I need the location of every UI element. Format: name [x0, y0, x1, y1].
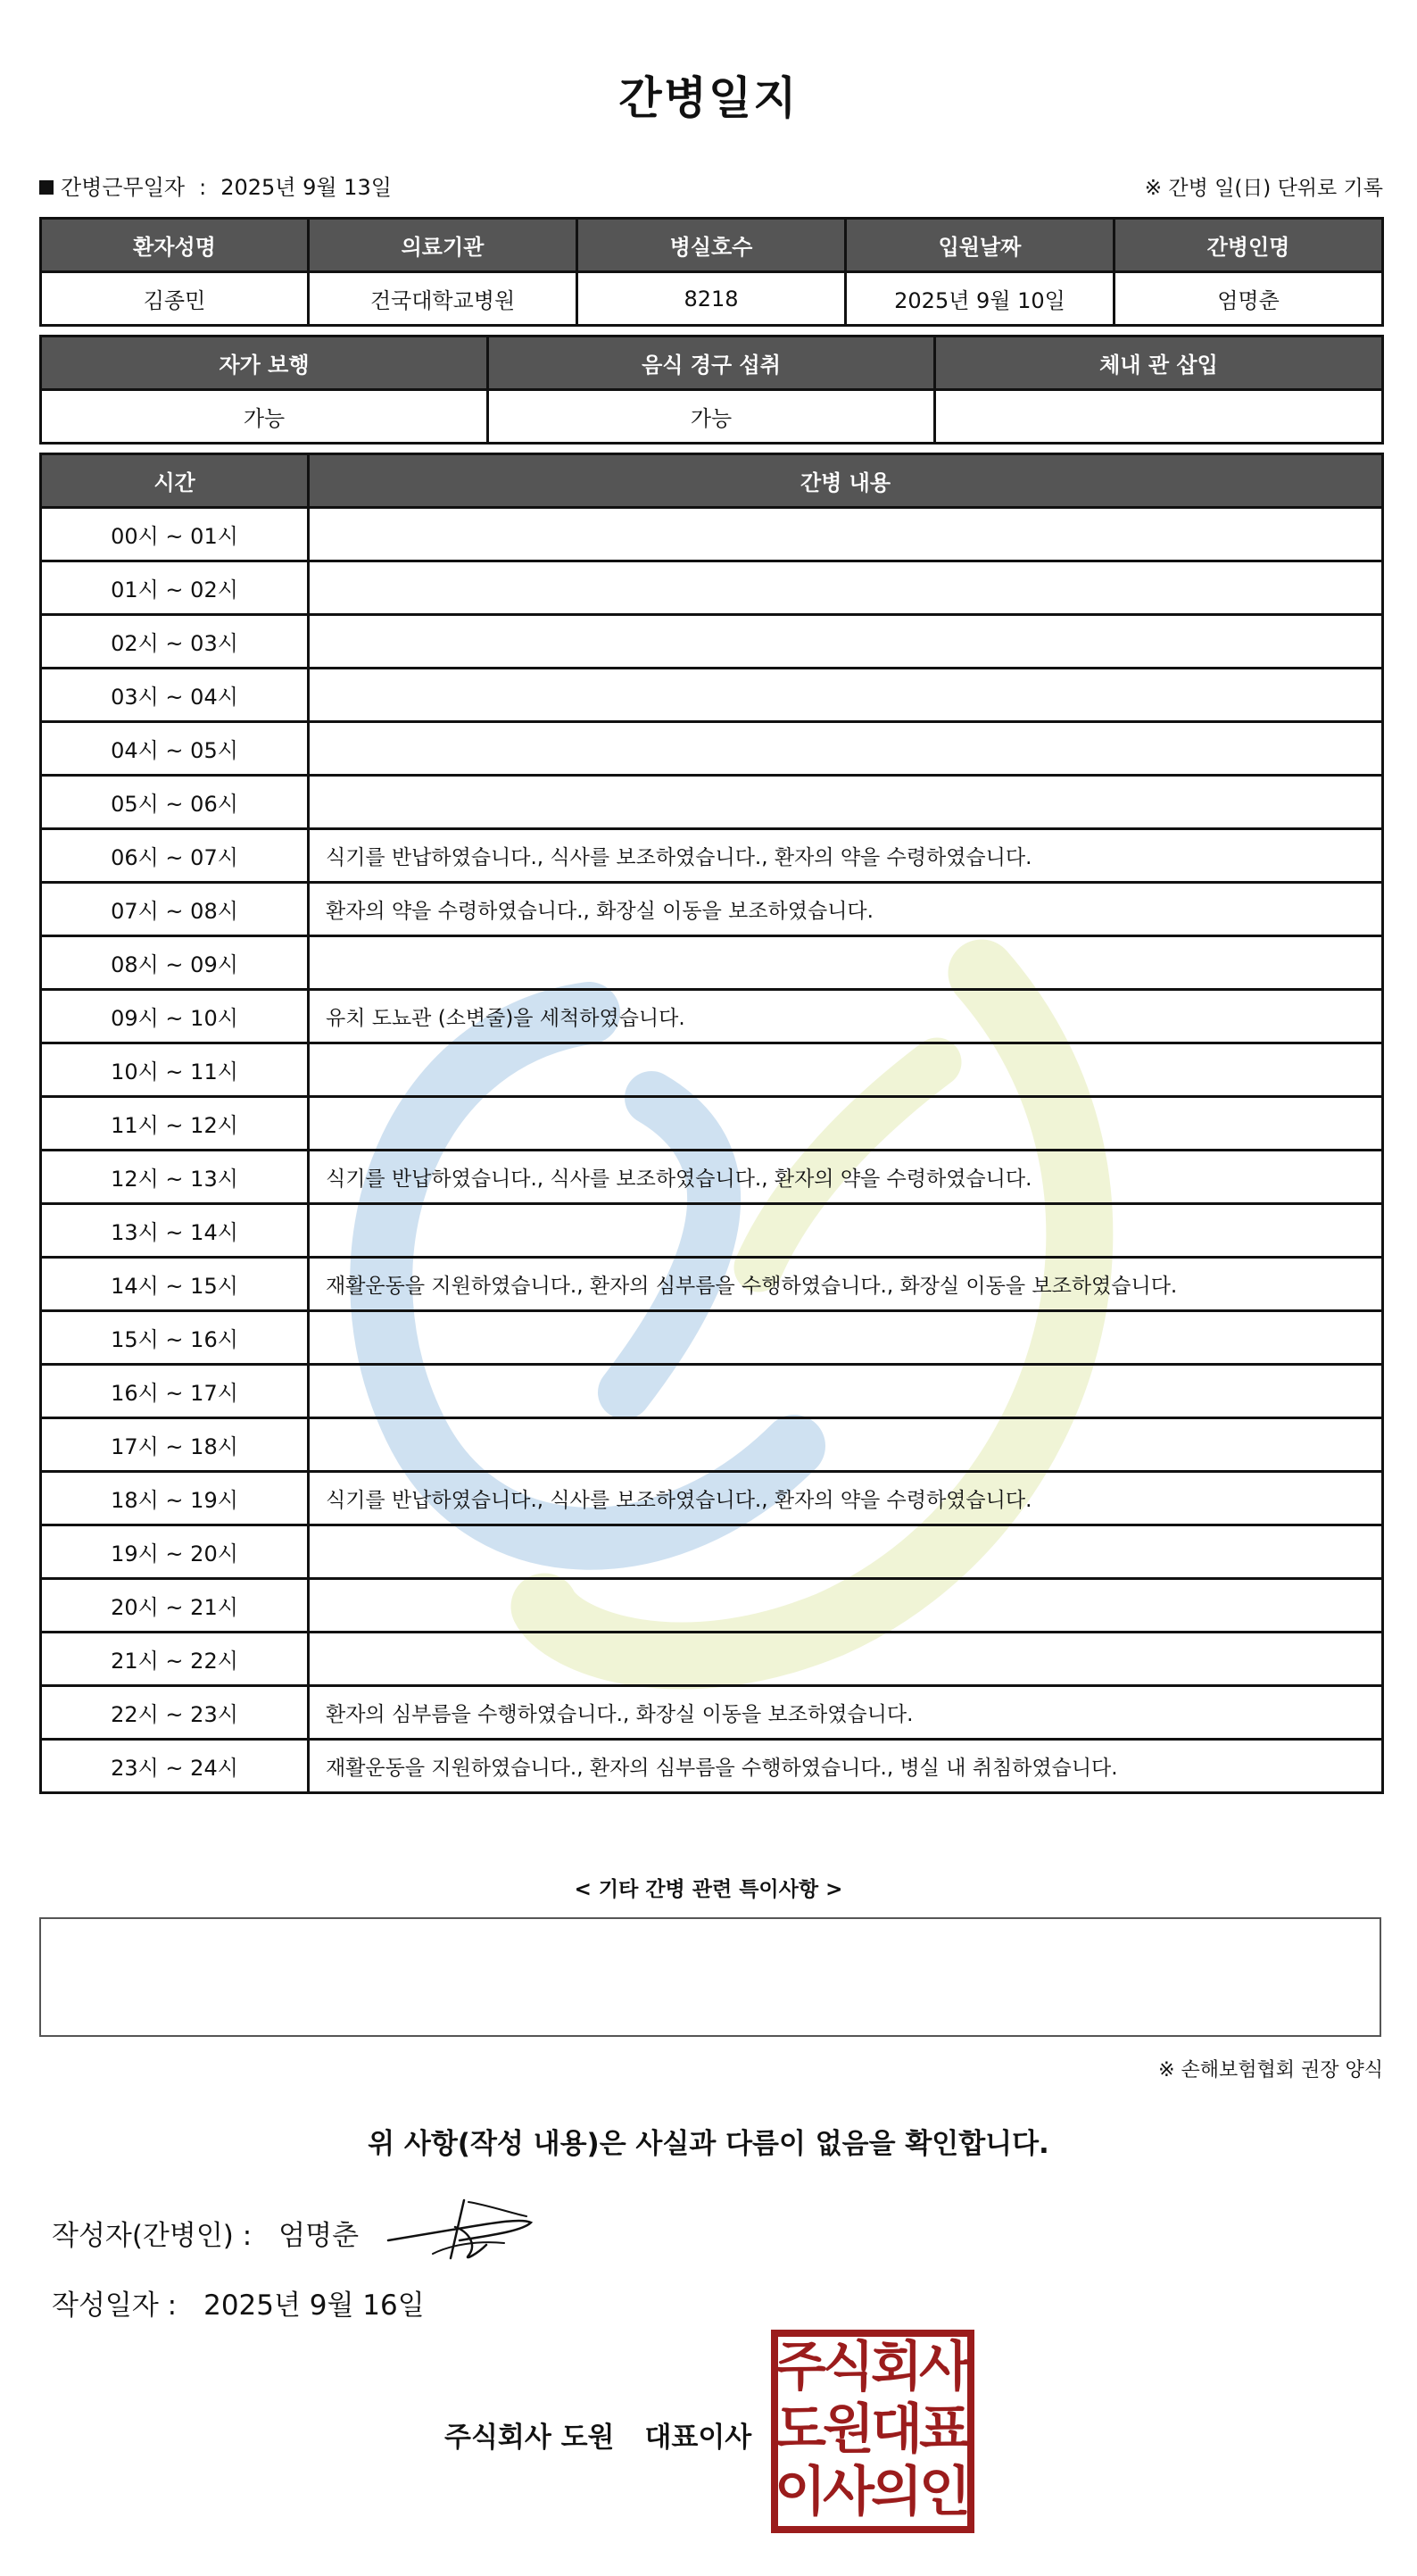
schedule-content [309, 669, 1383, 722]
schedule-content [309, 936, 1383, 990]
schedule-time: 11시 ~ 12시 [41, 1097, 309, 1151]
schedule-time: 01시 ~ 02시 [41, 561, 309, 615]
schedule-content: 재활운동을 지원하였습니다., 환자의 심부름을 수행하였습니다., 화장실 이동을 보조하였습니다. [309, 1258, 1383, 1311]
schedule-time: 02시 ~ 03시 [41, 615, 309, 669]
caregiver-name-value: 엄명춘 [1115, 272, 1383, 326]
schedule-content [309, 1579, 1383, 1633]
header-self-walking: 자가 보행 [41, 337, 488, 390]
patient-status-value-row [41, 390, 1383, 444]
schedule-content: 식기를 반납하였습니다., 식사를 보조하였습니다., 환자의 약을 수령하였습니다. [309, 1472, 1383, 1525]
schedule-content: 환자의 약을 수령하였습니다., 화장실 이동을 보조하였습니다. [309, 883, 1383, 936]
schedule-time: 20시 ~ 21시 [41, 1579, 309, 1633]
schedule-row [41, 1258, 1383, 1311]
work-date-line [39, 170, 392, 201]
header-tube-insertion: 체내 관 삽입 [935, 337, 1383, 390]
patient-info-header-row [41, 219, 1383, 272]
schedule-content: 환자의 심부름을 수행하였습니다., 화장실 이동을 보조하였습니다. [309, 1686, 1383, 1740]
company-seal-icon [771, 2330, 974, 2533]
schedule-time: 00시 ~ 01시 [41, 508, 309, 561]
header-oral-intake: 음식 경구 섭취 [488, 337, 935, 390]
header-time: 시간 [41, 454, 309, 508]
notes-box [39, 1917, 1381, 2037]
schedule-content [309, 1043, 1383, 1097]
seal-character: 표 [919, 2398, 971, 2461]
schedule-row [41, 1097, 1383, 1151]
schedule-time: 19시 ~ 20시 [41, 1525, 309, 1579]
schedule-time: 13시 ~ 14시 [41, 1204, 309, 1258]
seal-character: 의 [871, 2461, 923, 2523]
schedule-content [309, 722, 1383, 776]
schedule-time: 06시 ~ 07시 [41, 829, 309, 883]
schedule-row [41, 615, 1383, 669]
seal-character: 대 [871, 2398, 923, 2461]
schedule-time: 12시 ~ 13시 [41, 1151, 309, 1204]
schedule-row [41, 776, 1383, 829]
written-date-label: 작성일자 : [52, 2289, 178, 2322]
schedule-content [309, 1204, 1383, 1258]
schedule-row [41, 883, 1383, 936]
schedule-time: 18시 ~ 19시 [41, 1472, 309, 1525]
work-date-label: 간병근무일자 [61, 175, 186, 200]
schedule-time: 22시 ~ 23시 [41, 1686, 309, 1740]
header-room-number: 병실호수 [577, 219, 846, 272]
schedule-row [41, 1151, 1383, 1204]
header-admission-date: 입원날짜 [846, 219, 1115, 272]
schedule-time: 14시 ~ 15시 [41, 1258, 309, 1311]
schedule-row [41, 722, 1383, 776]
header-care-content: 간병 내용 [309, 454, 1383, 508]
schedule-content [309, 508, 1383, 561]
schedule-content: 식기를 반납하였습니다., 식사를 보조하였습니다., 환자의 약을 수령하였습니다. [309, 1151, 1383, 1204]
seal-character: 회 [871, 2336, 923, 2398]
written-date-line [52, 2282, 425, 2323]
seal-character: 원 [823, 2398, 874, 2461]
schedule-row [41, 1472, 1383, 1525]
schedule-row [41, 1633, 1383, 1686]
writer-line [52, 2213, 359, 2253]
room-number-value: 8218 [577, 272, 846, 326]
schedule-row [41, 561, 1383, 615]
schedule-content: 식기를 반납하였습니다., 식사를 보조하였습니다., 환자의 약을 수령하였습니다. [309, 829, 1383, 883]
schedule-content [309, 561, 1383, 615]
seal-character: 인 [919, 2461, 971, 2523]
bullet-square-icon [39, 180, 54, 195]
header-caregiver-name: 간병인명 [1115, 219, 1383, 272]
schedule-row [41, 1686, 1383, 1740]
oral-intake-value: 가능 [488, 390, 935, 444]
schedule-content: 유치 도뇨관 (소변줄)을 세척하였습니다. [309, 990, 1383, 1043]
confirmation-statement: 위 사항(작성 내용)은 사실과 다름이 없음을 확인합니다. [368, 2128, 1049, 2160]
patient-info-table [39, 217, 1384, 327]
patient-status-header-row [41, 337, 1383, 390]
schedule-row [41, 829, 1383, 883]
tube-insertion-value [935, 390, 1383, 444]
schedule-time: 16시 ~ 17시 [41, 1365, 309, 1418]
admission-date-value: 2025년 9월 10일 [846, 272, 1115, 326]
schedule-time: 04시 ~ 05시 [41, 722, 309, 776]
schedule-content [309, 1418, 1383, 1472]
schedule-content [309, 1311, 1383, 1365]
page-title: 간병일지 [618, 72, 799, 124]
schedule-time: 23시 ~ 24시 [41, 1740, 309, 1793]
schedule-row [41, 1365, 1383, 1418]
schedule-time: 09시 ~ 10시 [41, 990, 309, 1043]
seal-character: 도 [775, 2398, 826, 2461]
company-name: 주식회사 도원 [444, 2422, 615, 2454]
schedule-time: 08시 ~ 09시 [41, 936, 309, 990]
patient-info-value-row [41, 272, 1383, 326]
schedule-header-row [41, 454, 1383, 508]
schedule-row [41, 1204, 1383, 1258]
unit-note: ※ 간병 일(日) 단위로 기록 [1144, 177, 1383, 200]
writer-name: 엄명춘 [278, 2220, 360, 2252]
schedule-time: 10시 ~ 11시 [41, 1043, 309, 1097]
schedule-row [41, 669, 1383, 722]
schedule-content [309, 1097, 1383, 1151]
schedule-row [41, 508, 1383, 561]
patient-name-value: 김종민 [41, 272, 309, 326]
schedule-time: 07시 ~ 08시 [41, 883, 309, 936]
seal-character: 사 [823, 2461, 874, 2523]
seal-character: 식 [823, 2336, 874, 2398]
schedule-row [41, 1418, 1383, 1472]
company-line [444, 2414, 751, 2455]
writer-label: 작성자(간병인) : [52, 2220, 253, 2252]
self-walking-value: 가능 [41, 390, 488, 444]
work-date-value: 2025년 9월 13일 [220, 175, 392, 200]
schedule-time: 17시 ~ 18시 [41, 1418, 309, 1472]
work-date-separator: : [199, 175, 207, 200]
schedule-row [41, 990, 1383, 1043]
schedule-row [41, 1311, 1383, 1365]
header-hospital: 의료기관 [309, 219, 577, 272]
form-source-note: ※ 손해보험협회 권장 양식 [1158, 2059, 1383, 2082]
notes-title: < 기타 간병 관련 특이사항 > [574, 1878, 843, 1901]
schedule-row [41, 1525, 1383, 1579]
schedule-time: 15시 ~ 16시 [41, 1311, 309, 1365]
care-schedule-table [39, 453, 1384, 1794]
schedule-time: 05시 ~ 06시 [41, 776, 309, 829]
schedule-content [309, 1365, 1383, 1418]
signature-icon [379, 2191, 540, 2272]
seal-character: 이 [775, 2461, 826, 2523]
schedule-content [309, 1525, 1383, 1579]
seal-character: 주 [775, 2336, 826, 2398]
written-date-value: 2025년 9월 16일 [203, 2289, 425, 2322]
patient-status-table [39, 335, 1384, 445]
header-patient-name: 환자성명 [41, 219, 309, 272]
schedule-content [309, 1633, 1383, 1686]
schedule-content [309, 776, 1383, 829]
schedule-row [41, 1043, 1383, 1097]
schedule-time: 03시 ~ 04시 [41, 669, 309, 722]
schedule-row [41, 936, 1383, 990]
schedule-row [41, 1579, 1383, 1633]
hospital-value: 건국대학교병원 [309, 272, 577, 326]
company-representative: 대표이사 [644, 2422, 752, 2454]
schedule-content [309, 615, 1383, 669]
schedule-time: 21시 ~ 22시 [41, 1633, 309, 1686]
schedule-row [41, 1740, 1383, 1793]
seal-character: 사 [919, 2336, 971, 2398]
schedule-content: 재활운동을 지원하였습니다., 환자의 심부름을 수행하였습니다., 병실 내 취침하였습니다. [309, 1740, 1383, 1793]
